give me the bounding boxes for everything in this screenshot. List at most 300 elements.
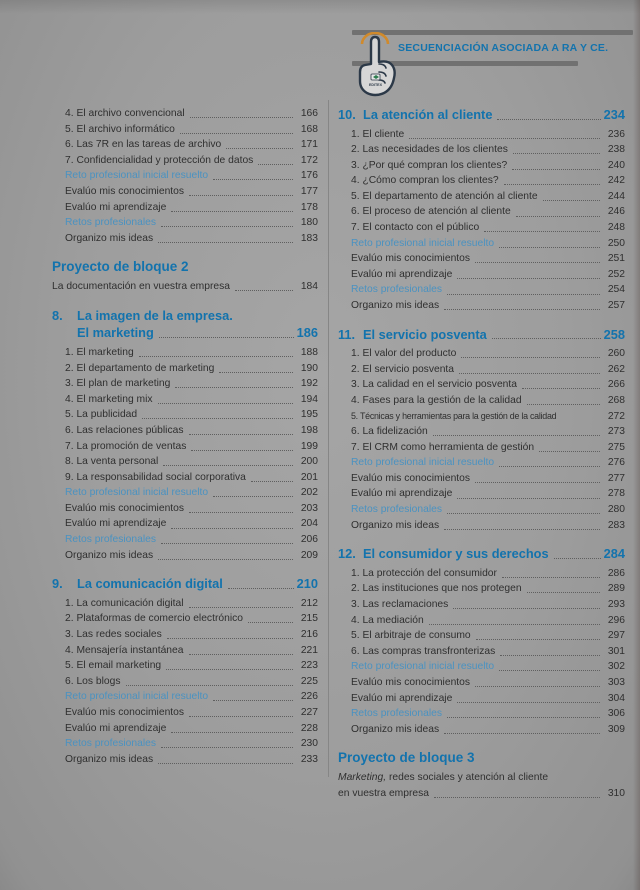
toc-row-label: Organizo mis ideas (351, 519, 440, 531)
chapter-title-block (77, 307, 318, 342)
chapter-title-line (77, 324, 318, 342)
toc-row (65, 345, 318, 361)
toc-row-page: 242 (607, 175, 625, 187)
toc-row-page: 226 (300, 691, 318, 703)
toc-row (65, 122, 318, 138)
toc-leader-dots (554, 558, 601, 559)
toc-column-left (52, 106, 318, 779)
toc-row-page: 275 (607, 441, 625, 453)
toc-row-page: 278 (607, 488, 625, 500)
toc-row (65, 658, 318, 674)
toc-row-label: Retos profesionales (351, 504, 443, 516)
toc-row (351, 486, 625, 502)
toc-column-right (338, 106, 625, 813)
toc-leader-dots (158, 559, 293, 560)
toc-leader-dots (189, 716, 293, 717)
chapter-title-line1: La imagen de la empresa. (77, 307, 233, 323)
toc-leader-dots (171, 211, 293, 212)
toc-row (65, 643, 318, 659)
pointing-hand-icon (354, 32, 398, 104)
toc-row (351, 518, 625, 534)
toc-leader-dots (189, 607, 294, 608)
toc-row-label: Retos profesionales (65, 738, 157, 750)
toc-row-page: 289 (607, 583, 625, 595)
toc-row (351, 362, 625, 378)
toc-row (65, 516, 318, 532)
toc-row-page: 236 (607, 128, 625, 140)
toc-row (65, 596, 318, 612)
toc-section (52, 106, 318, 246)
toc-row-page: 254 (607, 284, 625, 296)
toc-row-page: 171 (300, 139, 318, 151)
chapter-title: La atención al cliente (363, 107, 493, 122)
toc-row-page: 192 (300, 378, 318, 390)
toc-leader-dots (158, 403, 293, 404)
chapter-title: El consumidor y sus derechos (363, 546, 549, 562)
toc-section (338, 326, 625, 534)
toc-row-page: 262 (607, 363, 625, 375)
toc-row-page: 212 (300, 597, 318, 609)
toc-row (338, 786, 625, 802)
toc-row-label: 6. Las 7R en las tareas de archivo (65, 139, 222, 151)
toc-leader-dots (457, 278, 600, 279)
toc-row (65, 423, 318, 439)
toc-row-page: 190 (300, 362, 318, 374)
chapter-number: 12. (338, 546, 356, 562)
toc-row-label: 7. El CRM como herramienta de gestión (351, 441, 535, 453)
toc-row-page: 215 (300, 613, 318, 625)
toc-row (351, 613, 625, 629)
toc-row (65, 736, 318, 752)
toc-leader-dots (213, 496, 293, 497)
toc-row (351, 298, 625, 314)
toc-row (65, 752, 318, 768)
toc-row-page: 227 (300, 706, 318, 718)
toc-row (351, 393, 625, 409)
toc-row-label: 4. ¿Cómo compran los clientes? (351, 175, 499, 187)
toc-row-label: Retos profesionales (351, 284, 443, 296)
toc-row (65, 470, 318, 486)
toc-row-label: 2. Las necesidades de los clientes (351, 144, 508, 156)
toc-row (65, 106, 318, 122)
chapter-page: 234 (603, 107, 625, 122)
toc-row-label: 1. El cliente (351, 128, 405, 140)
toc-leader-dots (161, 226, 293, 227)
toc-row-page: 283 (607, 519, 625, 531)
toc-leader-dots (213, 179, 293, 180)
toc-row (65, 721, 318, 737)
toc-leader-dots (512, 169, 600, 170)
toc-row (351, 675, 625, 691)
toc-leader-dots (189, 195, 293, 196)
chapter-heading (338, 545, 625, 563)
chapter-page: 258 (603, 326, 625, 342)
toc-leader-dots (447, 513, 600, 514)
toc-row (351, 282, 625, 298)
toc-row (65, 627, 318, 643)
toc-leader-dots (409, 138, 600, 139)
toc-row-label: 9. La responsabilidad social corporativa (65, 471, 246, 483)
chapter-items (338, 566, 625, 738)
toc-row-label: 5. El arbitraje de consumo (351, 630, 471, 642)
toc-row (351, 377, 625, 393)
toc-row (351, 502, 625, 518)
toc-row-label: Organizo mis ideas (351, 723, 440, 735)
toc-leader-dots (476, 639, 600, 640)
toc-row-page: 306 (607, 708, 625, 720)
chapter-heading (338, 106, 625, 124)
toc-row (351, 189, 625, 205)
toc-leader-dots (504, 184, 600, 185)
toc-row (351, 659, 625, 675)
toc-row (65, 501, 318, 517)
toc-leader-dots (492, 338, 601, 339)
toc-row (65, 407, 318, 423)
toc-row-page: 201 (300, 471, 318, 483)
toc-row-label: 2. El servicio posventa (351, 363, 455, 375)
toc-leader-dots (499, 466, 600, 467)
chapter-title-line (363, 545, 625, 563)
toc-leader-dots (502, 577, 600, 578)
chapter-title-block (363, 326, 625, 344)
toc-leader-dots (539, 451, 600, 452)
toc-row-page: 296 (607, 614, 625, 626)
toc-leader-dots (527, 404, 600, 405)
toc-row-label: Evalúo mi aprendizaje (351, 268, 453, 280)
toc-row-page: 266 (607, 379, 625, 391)
toc-row-label: 4. Mensajería instantánea (65, 644, 184, 656)
toc-row-page: 280 (607, 504, 625, 516)
toc-row-label: Retos profesionales (351, 708, 443, 720)
toc-row (351, 204, 625, 220)
toc-leader-dots (434, 797, 600, 798)
toc-row (65, 454, 318, 470)
toc-row-label: Reto profesional inicial resuelto (65, 487, 209, 499)
toc-row-page: 277 (607, 472, 625, 484)
toc-section (52, 575, 318, 767)
toc-row-page: 198 (300, 424, 318, 436)
svg-text:EDITEX: EDITEX (369, 83, 382, 87)
toc-leader-dots (161, 747, 293, 748)
toc-row-label: Reto profesional inicial resuelto (351, 457, 495, 469)
toc-row-page: 248 (607, 222, 625, 234)
toc-row (351, 267, 625, 283)
toc-leader-dots (171, 732, 293, 733)
toc-leader-dots (158, 763, 293, 764)
toc-row-label: 6. Los blogs (65, 675, 121, 687)
toc-row-page: 195 (300, 409, 318, 421)
toc-leader-dots (139, 356, 293, 357)
toc-row-label: 3. La calidad en el servicio posventa (351, 379, 517, 391)
toc-row-page: 276 (607, 457, 625, 469)
toc-row-label: Organizo mis ideas (351, 300, 440, 312)
toc-row-label: Evalúo mis conocimientos (65, 185, 185, 197)
toc-row-label: 5. La publicidad (65, 409, 138, 421)
toc-row-page: 172 (300, 154, 318, 166)
toc-row-label: Reto profesional inicial resuelto (351, 661, 495, 673)
toc-leader-dots (189, 434, 294, 435)
toc-row-label: Reto profesional inicial resuelto (65, 691, 209, 703)
toc-row-label: 6. Las relaciones públicas (65, 424, 184, 436)
toc-row-page: 178 (300, 201, 318, 213)
toc-row-label: 3. ¿Por qué compran los clientes? (351, 159, 508, 171)
toc-row (65, 548, 318, 564)
toc-row-label: 5. El departamento de atención al cliente (351, 190, 538, 202)
chapter-title-line (363, 106, 625, 124)
toc-row-label: 7. El contacto con el público (351, 222, 480, 234)
toc-leader-dots (444, 309, 600, 310)
toc-row (351, 644, 625, 660)
toc-row-page: 221 (300, 644, 318, 656)
toc-row-page: 168 (300, 123, 318, 135)
toc-row-label: 3. El plan de marketing (65, 378, 171, 390)
toc-row-label: 8. La venta personal (65, 456, 159, 468)
toc-leader-dots (499, 670, 600, 671)
toc-row-page: 268 (607, 394, 625, 406)
toc-row-label: La documentación en vuestra empresa (52, 281, 231, 293)
toc-leader-dots (126, 685, 293, 686)
toc-leader-dots (457, 498, 600, 499)
toc-row (65, 532, 318, 548)
toc-leader-dots (444, 733, 600, 734)
toc-leader-dots (163, 465, 293, 466)
toc-row-label: Evalúo mis conocimientos (65, 706, 185, 718)
toc-row-label: 6. El proceso de atención al cliente (351, 206, 511, 218)
chapter-number: 10. (338, 107, 356, 122)
toc-leader-dots (166, 669, 293, 670)
toc-row-page: 177 (300, 185, 318, 197)
toc-row (65, 705, 318, 721)
toc-row (351, 440, 625, 456)
column-divider (328, 100, 329, 777)
toc-row (351, 691, 625, 707)
header-title: SECUENCIACIÓN ASOCIADA A RA Y CE. (398, 42, 609, 54)
toc-row (351, 409, 625, 425)
toc-row-page: 230 (300, 738, 318, 750)
toc-row-page: 209 (300, 549, 318, 561)
toc-row (65, 200, 318, 216)
toc-row-label: Evalúo mis conocimientos (351, 676, 471, 688)
toc-row-label: Reto profesional inicial resuelto (65, 170, 209, 182)
toc-row-page: 199 (300, 440, 318, 452)
toc-row-label: Retos profesionales (65, 534, 157, 546)
toc-row-page: 228 (300, 722, 318, 734)
toc-row-page: 180 (300, 217, 318, 229)
toc-row-label: 7. Confidencialidad y protección de datos (65, 154, 254, 166)
toc-row-page: 303 (607, 676, 625, 688)
toc-row (351, 158, 625, 174)
toc-leader-dots (543, 200, 600, 201)
chapter-number: 9. (52, 576, 63, 592)
toc-row-label: 2. Plataformas de comercio electrónico (65, 613, 243, 625)
toc-row (52, 279, 318, 295)
toc-leader-dots (484, 231, 600, 232)
chapter-heading (52, 575, 318, 593)
toc-row-label: 6. La fidelización (351, 426, 428, 438)
toc-leader-dots (497, 119, 600, 120)
toc-leader-dots (444, 529, 600, 530)
toc-row-page: 260 (607, 348, 625, 360)
toc-leader-dots (475, 482, 600, 483)
toc-leader-dots (167, 638, 293, 639)
toc-leader-dots (459, 373, 600, 374)
toc-row-label: 5. El archivo informático (65, 123, 175, 135)
chapter-title-block (363, 106, 625, 124)
toc-row-label: 6. Las compras transfronterizas (351, 645, 496, 657)
toc-row (351, 142, 625, 158)
toc-row-label: Marketing, redes sociales y atención al cliente (338, 772, 549, 784)
toc-row-label: Reto profesional inicial resuelto (351, 237, 495, 249)
toc-leader-dots (258, 164, 293, 165)
toc-row (351, 471, 625, 487)
toc-row-label: 1. El marketing (65, 346, 134, 358)
toc-row-page: 188 (300, 346, 318, 358)
toc-row-page: 251 (607, 253, 625, 265)
toc-row-page: 176 (300, 170, 318, 182)
chapter-items (52, 596, 318, 768)
toc-row-page: 184 (300, 281, 318, 293)
toc-row (351, 581, 625, 597)
toc-row-page: 272 (607, 410, 625, 422)
toc-row-page: 206 (300, 534, 318, 546)
toc-row-label: Organizo mis ideas (65, 549, 154, 561)
toc-row-page: 309 (607, 723, 625, 735)
toc-row (351, 173, 625, 189)
chapter-heading (338, 326, 625, 344)
toc-leader-dots (447, 717, 600, 718)
toc-row-page: 297 (607, 630, 625, 642)
chapter-number: 8. (52, 307, 63, 323)
chapter-title-block (363, 545, 625, 563)
toc-row-page: 204 (300, 518, 318, 530)
toc-row-label: 1. El valor del producto (351, 348, 457, 360)
toc-row (351, 566, 625, 582)
toc-section (338, 749, 625, 801)
toc-leader-dots (190, 117, 293, 118)
toc-row-page: 225 (300, 675, 318, 687)
toc-row (351, 706, 625, 722)
toc-leader-dots (516, 216, 600, 217)
toc-leader-dots (235, 290, 293, 291)
toc-row (65, 689, 318, 705)
toc-leader-dots (429, 624, 600, 625)
toc-row-label: Organizo mis ideas (65, 232, 154, 244)
toc-row-label: 4. El archivo convencional (65, 108, 185, 119)
toc-row-page: 240 (607, 159, 625, 171)
toc-leader-dots (475, 262, 600, 263)
toc-row-label: Evalúo mi aprendizaje (65, 722, 167, 734)
toc-row (65, 361, 318, 377)
toc-leader-dots (251, 481, 293, 482)
toc-row (351, 127, 625, 143)
toc-row (65, 168, 318, 184)
toc-row (65, 674, 318, 690)
toc-row-label: 5. El email marketing (65, 660, 162, 672)
toc-leader-dots (457, 702, 600, 703)
toc-row-label: 2. El departamento de marketing (65, 362, 215, 374)
toc-row-label: 4. Fases para la gestión de la calidad (351, 394, 522, 406)
block-heading: Proyecto de bloque 3 (338, 750, 475, 766)
toc-row-label: 5. Técnicas y herramientas para la gestión de la calidad (351, 410, 557, 421)
block-heading: Proyecto de bloque 2 (52, 259, 189, 275)
toc-row (65, 485, 318, 501)
chapter-title-block (77, 575, 318, 593)
toc-leader-dots (158, 242, 293, 243)
toc-section (52, 307, 318, 563)
toc-row-page: 246 (607, 206, 625, 218)
toc-row-label: Evalúo mi aprendizaje (351, 692, 453, 704)
toc-row-page: 244 (607, 190, 625, 202)
toc-row (351, 424, 625, 440)
toc-row-label: Evalúo mi aprendizaje (65, 201, 167, 213)
toc-leader-dots (453, 608, 600, 609)
toc-leader-dots (191, 450, 293, 451)
toc-row (65, 611, 318, 627)
toc-leader-dots (226, 148, 293, 149)
toc-row-label: Organizo mis ideas (65, 753, 154, 765)
toc-section (338, 106, 625, 314)
chapter-title-line (77, 575, 318, 593)
toc-row (65, 376, 318, 392)
toc-row-page: 310 (607, 787, 625, 799)
toc-row (351, 722, 625, 738)
toc-row-page: 273 (607, 426, 625, 438)
toc-row (351, 455, 625, 471)
toc-leader-dots (433, 435, 600, 436)
chapter-page: 210 (296, 576, 318, 592)
toc-row (65, 231, 318, 247)
toc-leader-dots (180, 133, 293, 134)
toc-row (65, 137, 318, 153)
toc-row (65, 184, 318, 200)
toc-leader-dots (447, 294, 600, 295)
toc-row-label: 4. La mediación (351, 614, 424, 626)
chapter-heading (52, 307, 318, 342)
toc-row-label: Evalúo mi aprendizaje (351, 488, 453, 500)
toc-leader-dots (522, 388, 600, 389)
toc-row-page: 252 (607, 268, 625, 280)
toc-leader-dots (189, 654, 294, 655)
toc-row-page: 183 (300, 232, 318, 244)
toc-leader-dots (142, 418, 293, 419)
toc-row-label: 2. Las instituciones que nos protegen (351, 583, 522, 595)
toc-leader-dots (527, 592, 600, 593)
toc-leader-dots (228, 588, 294, 589)
toc-row-label: 4. El marketing mix (65, 393, 153, 405)
chapter-number: 11. (338, 326, 356, 342)
toc-row-page: 216 (300, 628, 318, 640)
toc-row (65, 439, 318, 455)
toc-row-label: 3. Las reclamaciones (351, 598, 449, 610)
toc-row (351, 346, 625, 362)
toc-row-page: 238 (607, 144, 625, 156)
toc-row-label: Evalúo mis conocimientos (351, 253, 471, 265)
toc-leader-dots (159, 337, 294, 338)
chapter-title: El marketing (77, 325, 154, 341)
chapter-title: El servicio posventa (363, 326, 487, 342)
toc-leader-dots (161, 543, 293, 544)
toc-row (65, 215, 318, 231)
toc-row-label: Evalúo mi aprendizaje (65, 518, 167, 530)
toc-row-label: 7. La promoción de ventas (65, 440, 187, 452)
chapter-page: 186 (296, 325, 318, 341)
toc-row (351, 597, 625, 613)
chapter-title: La comunicación digital (77, 576, 223, 592)
toc-row (351, 628, 625, 644)
toc-row-page: 223 (300, 660, 318, 672)
toc-row-page: 301 (607, 645, 625, 657)
chapter-items (338, 346, 625, 533)
